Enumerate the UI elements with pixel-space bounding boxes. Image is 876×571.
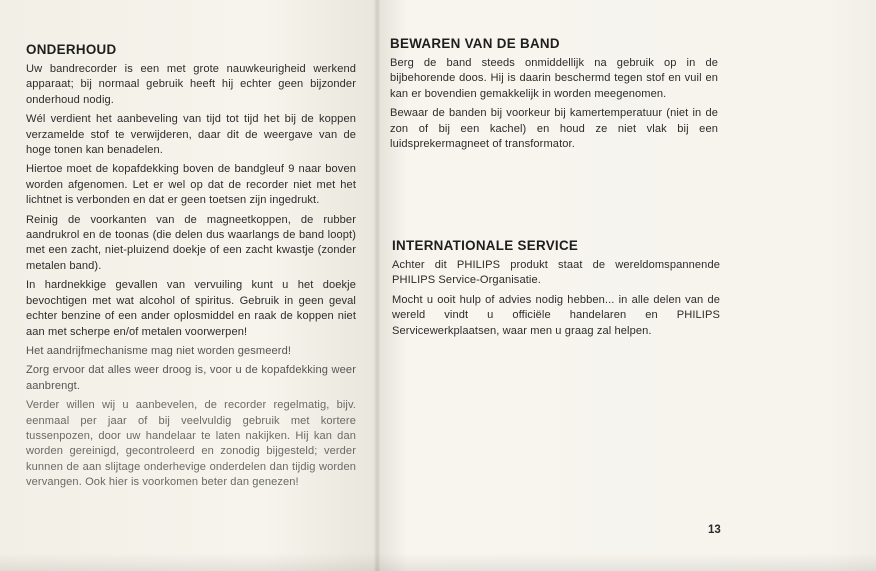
- storage-section: [390, 36, 718, 156]
- maintenance-paragraph: Uw bandrecorder is een met grote nauwkeurigheid werkend apparaat; bij normaal gebruik heeft hij echter geen bijzonder onderhoud nodig.: [26, 63, 356, 106]
- storage-heading: BEWAREN VAN DE BAND: [390, 36, 560, 51]
- storage-paragraph: Berg de band steeds onmiddellijk na gebruik op in de bijbehorende doos. Hij is daarin beschermd tegen stof en vuil en kan er bovendien gemakkelijk in worden meegenomen.: [390, 57, 718, 100]
- page-fold: [374, 0, 380, 571]
- maintenance-paragraph: In hardnekkige gevallen van vervuiling kunt u het doekje bevochtigen met wat alcohol of spiritus. Gebruik in geen geval echter benzine of een ander oplosmiddel en raak de koppen niet aan met scherpe en/of metalen voorwerpen!: [26, 279, 356, 338]
- service-paragraph: Achter dit PHILIPS produkt staat de wereldomspannende PHILIPS Service-Organisatie.: [392, 259, 720, 287]
- maintenance-heading: ONDERHOUD: [26, 42, 117, 57]
- page-number: 13: [708, 524, 721, 536]
- maintenance-section: [26, 42, 356, 495]
- maintenance-paragraph: Hiertoe moet de kopafdekking boven de bandgleuf 9 naar boven worden afgenomen. Let er wel op dat de recorder niet met het lichtnet is verbonden en dat er geen toetsen zijn ingedrukt.: [26, 163, 356, 207]
- bottom-shadow: [0, 553, 876, 571]
- maintenance-paragraph: Zorg ervoor dat alles weer droog is, voor u de kopafdekking weer aanbrengt.: [26, 364, 356, 392]
- maintenance-paragraph: Verder willen wij u aanbevelen, de recorder regelmatig, bijv. eenmaal per jaar of bij veelvuldig gebruik met kortere tussenpozen, door uw handelaar te laten nakijken. Hij kan dan worden gereinigd, gecontroleerd en zonodig bijgesteld; verder kunnen de aan slijtage onderhevige onderdelen dan tijdig worden vervangen. Ook hier is voorkomen beter dan genezen!: [26, 399, 356, 489]
- maintenance-paragraph: Het aandrijfmechanisme mag niet worden gesmeerd!: [26, 344, 292, 357]
- service-section: [392, 238, 720, 343]
- maintenance-paragraph: Wél verdient het aanbeveling van tijd tot tijd het bij de koppen verzamelde stof te verwijderen, daar dit de weergave van de hoge tonen kan benadelen.: [26, 113, 356, 157]
- maintenance-paragraph: Reinig de voorkanten van de magneetkoppen, de rubber aandrukrol en de toonas (die delen dus waarlangs de band loopt) met een zacht, niet-pluizend doekje of een zacht kwastje (zonder metalen band).: [26, 213, 356, 272]
- service-paragraph: Mocht u ooit hulp of advies nodig hebben... in alle delen van de wereld vindt u officiële handelaren en PHILIPS Servicewerkplaatsen, waar men u graag zal helpen.: [392, 293, 720, 337]
- service-heading: INTERNATIONALE SERVICE: [392, 238, 579, 253]
- storage-paragraph: Bewaar de banden bij voorkeur bij kamertemperatuur (niet in de zon of bij een kachel) en houd ze niet vlak bij een luidsprekermagneet of transformator.: [390, 107, 718, 151]
